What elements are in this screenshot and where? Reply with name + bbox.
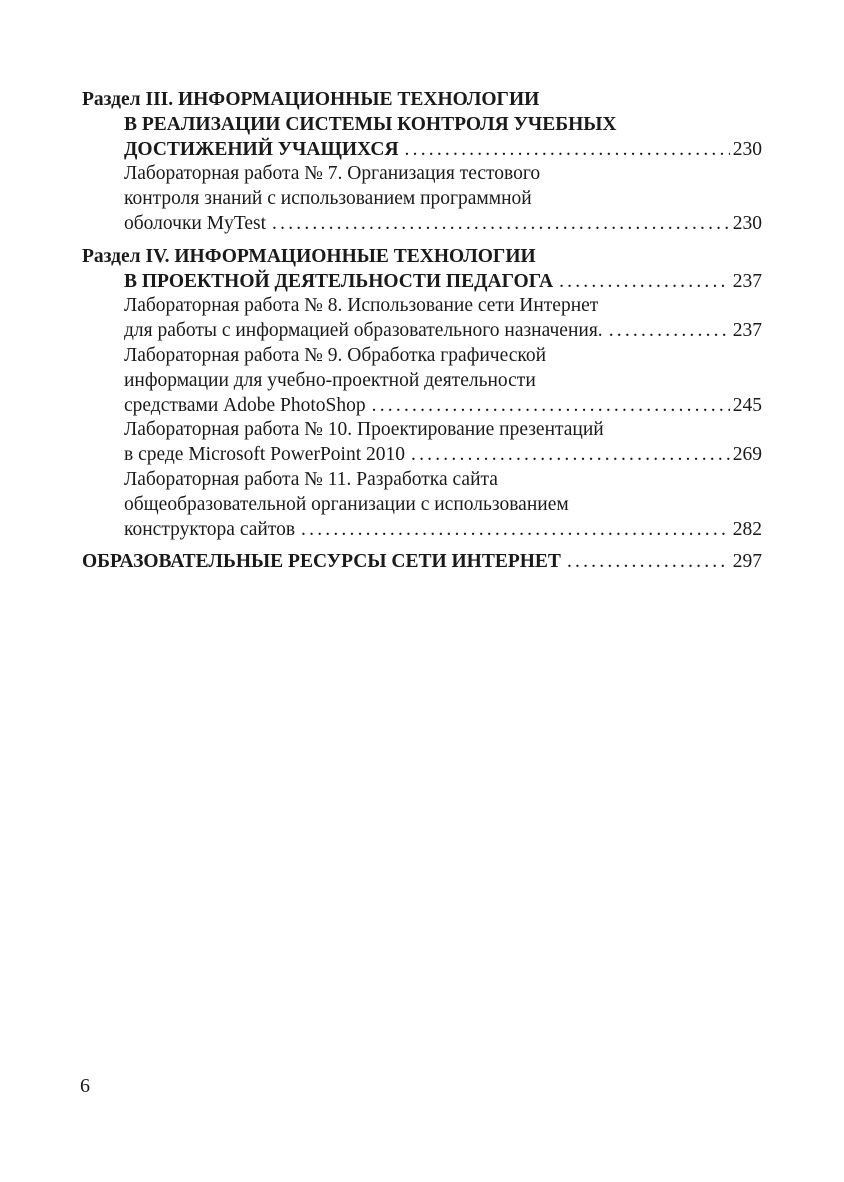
- dot-leader: [372, 394, 730, 419]
- section-4-title-line-1: Раздел IV. ИНФОРМАЦИОННЫЕ ТЕХНОЛОГИИ: [82, 245, 536, 267]
- dot-leader: [609, 319, 730, 344]
- toc-section-3: [82, 88, 762, 237]
- lab-10-line-2: [82, 443, 762, 468]
- lab-9-line-3: [82, 394, 762, 419]
- section-3-title-line-2: В РЕАЛИЗАЦИИ СИСТЕМЫ КОНТРОЛЯ УЧЕБНЫХ: [124, 113, 617, 135]
- lab-8-line-2: [82, 319, 762, 344]
- lab-9-page: 245: [732, 394, 762, 416]
- lab-7-line-2: контроля знаний с использованием программной: [124, 188, 532, 210]
- section-3-title-line-1: Раздел III. ИНФОРМАЦИОННЫЕ ТЕХНОЛОГИИ: [82, 89, 540, 110]
- lab-9-title-text: средствами Adobe PhotoShop: [124, 394, 366, 416]
- toc-resources: [82, 550, 762, 575]
- lab-8-page: 237: [732, 320, 762, 342]
- section-3-title-text: ДОСТИЖЕНИЙ УЧАЩИХСЯ: [124, 138, 399, 160]
- lab-7-line-1: Лабораторная работа № 7. Организация тестового: [124, 163, 541, 185]
- lab-9-line-2: информации для учебно-проектной деятельности: [124, 369, 536, 391]
- dot-leader: [411, 443, 730, 468]
- section-4-title-text: В ПРОЕКТНОЙ ДЕЯТЕЛЬНОСТИ ПЕДАГОГА: [124, 270, 554, 292]
- lab-10-line-1: Лабораторная работа № 10. Проектирование презентаций: [124, 419, 604, 441]
- lab-11-line-1: Лабораторная работа № 11. Разработка сайта: [124, 468, 498, 490]
- table-of-contents: [82, 88, 762, 583]
- dot-leader: [567, 550, 730, 575]
- lab-7-line-3: [82, 212, 762, 237]
- dot-leader: [559, 270, 730, 295]
- lab-10-page: 269: [732, 444, 762, 466]
- dot-leader: [301, 518, 730, 543]
- resources-page: 297: [732, 551, 762, 573]
- section-3-title-line-3: [82, 138, 762, 163]
- lab-11-line-2: общеобразовательной организации с использованием: [124, 493, 569, 515]
- toc-section-4: [82, 245, 762, 543]
- section-3-page: 230: [732, 138, 762, 160]
- page-number: 6: [80, 1075, 90, 1097]
- lab-7-title-text: оболочки MyTest: [124, 212, 267, 234]
- lab-8-line-1: Лабораторная работа № 8. Использование сети Интернет: [124, 295, 599, 317]
- lab-11-title-text: конструктора сайтов: [124, 518, 296, 540]
- section-4-page: 237: [732, 270, 762, 292]
- lab-7-page: 230: [732, 212, 762, 234]
- resources-title-line: [82, 550, 762, 575]
- lab-8-title-text: для работы с информацией образовательного назначения.: [124, 320, 603, 342]
- section-4-title-line-2: [82, 270, 762, 295]
- lab-11-page: 282: [732, 518, 762, 540]
- dot-leader: [272, 212, 730, 237]
- lab-9-line-1: Лабораторная работа № 9. Обработка графической: [124, 344, 547, 366]
- resources-title-text: ОБРАЗОВАТЕЛЬНЫЕ РЕСУРСЫ СЕТИ ИНТЕРНЕТ: [82, 551, 561, 573]
- lab-11-line-3: [82, 518, 762, 543]
- lab-10-title-text: в среде Microsoft PowerPoint 2010: [124, 444, 405, 466]
- dot-leader: [405, 138, 730, 163]
